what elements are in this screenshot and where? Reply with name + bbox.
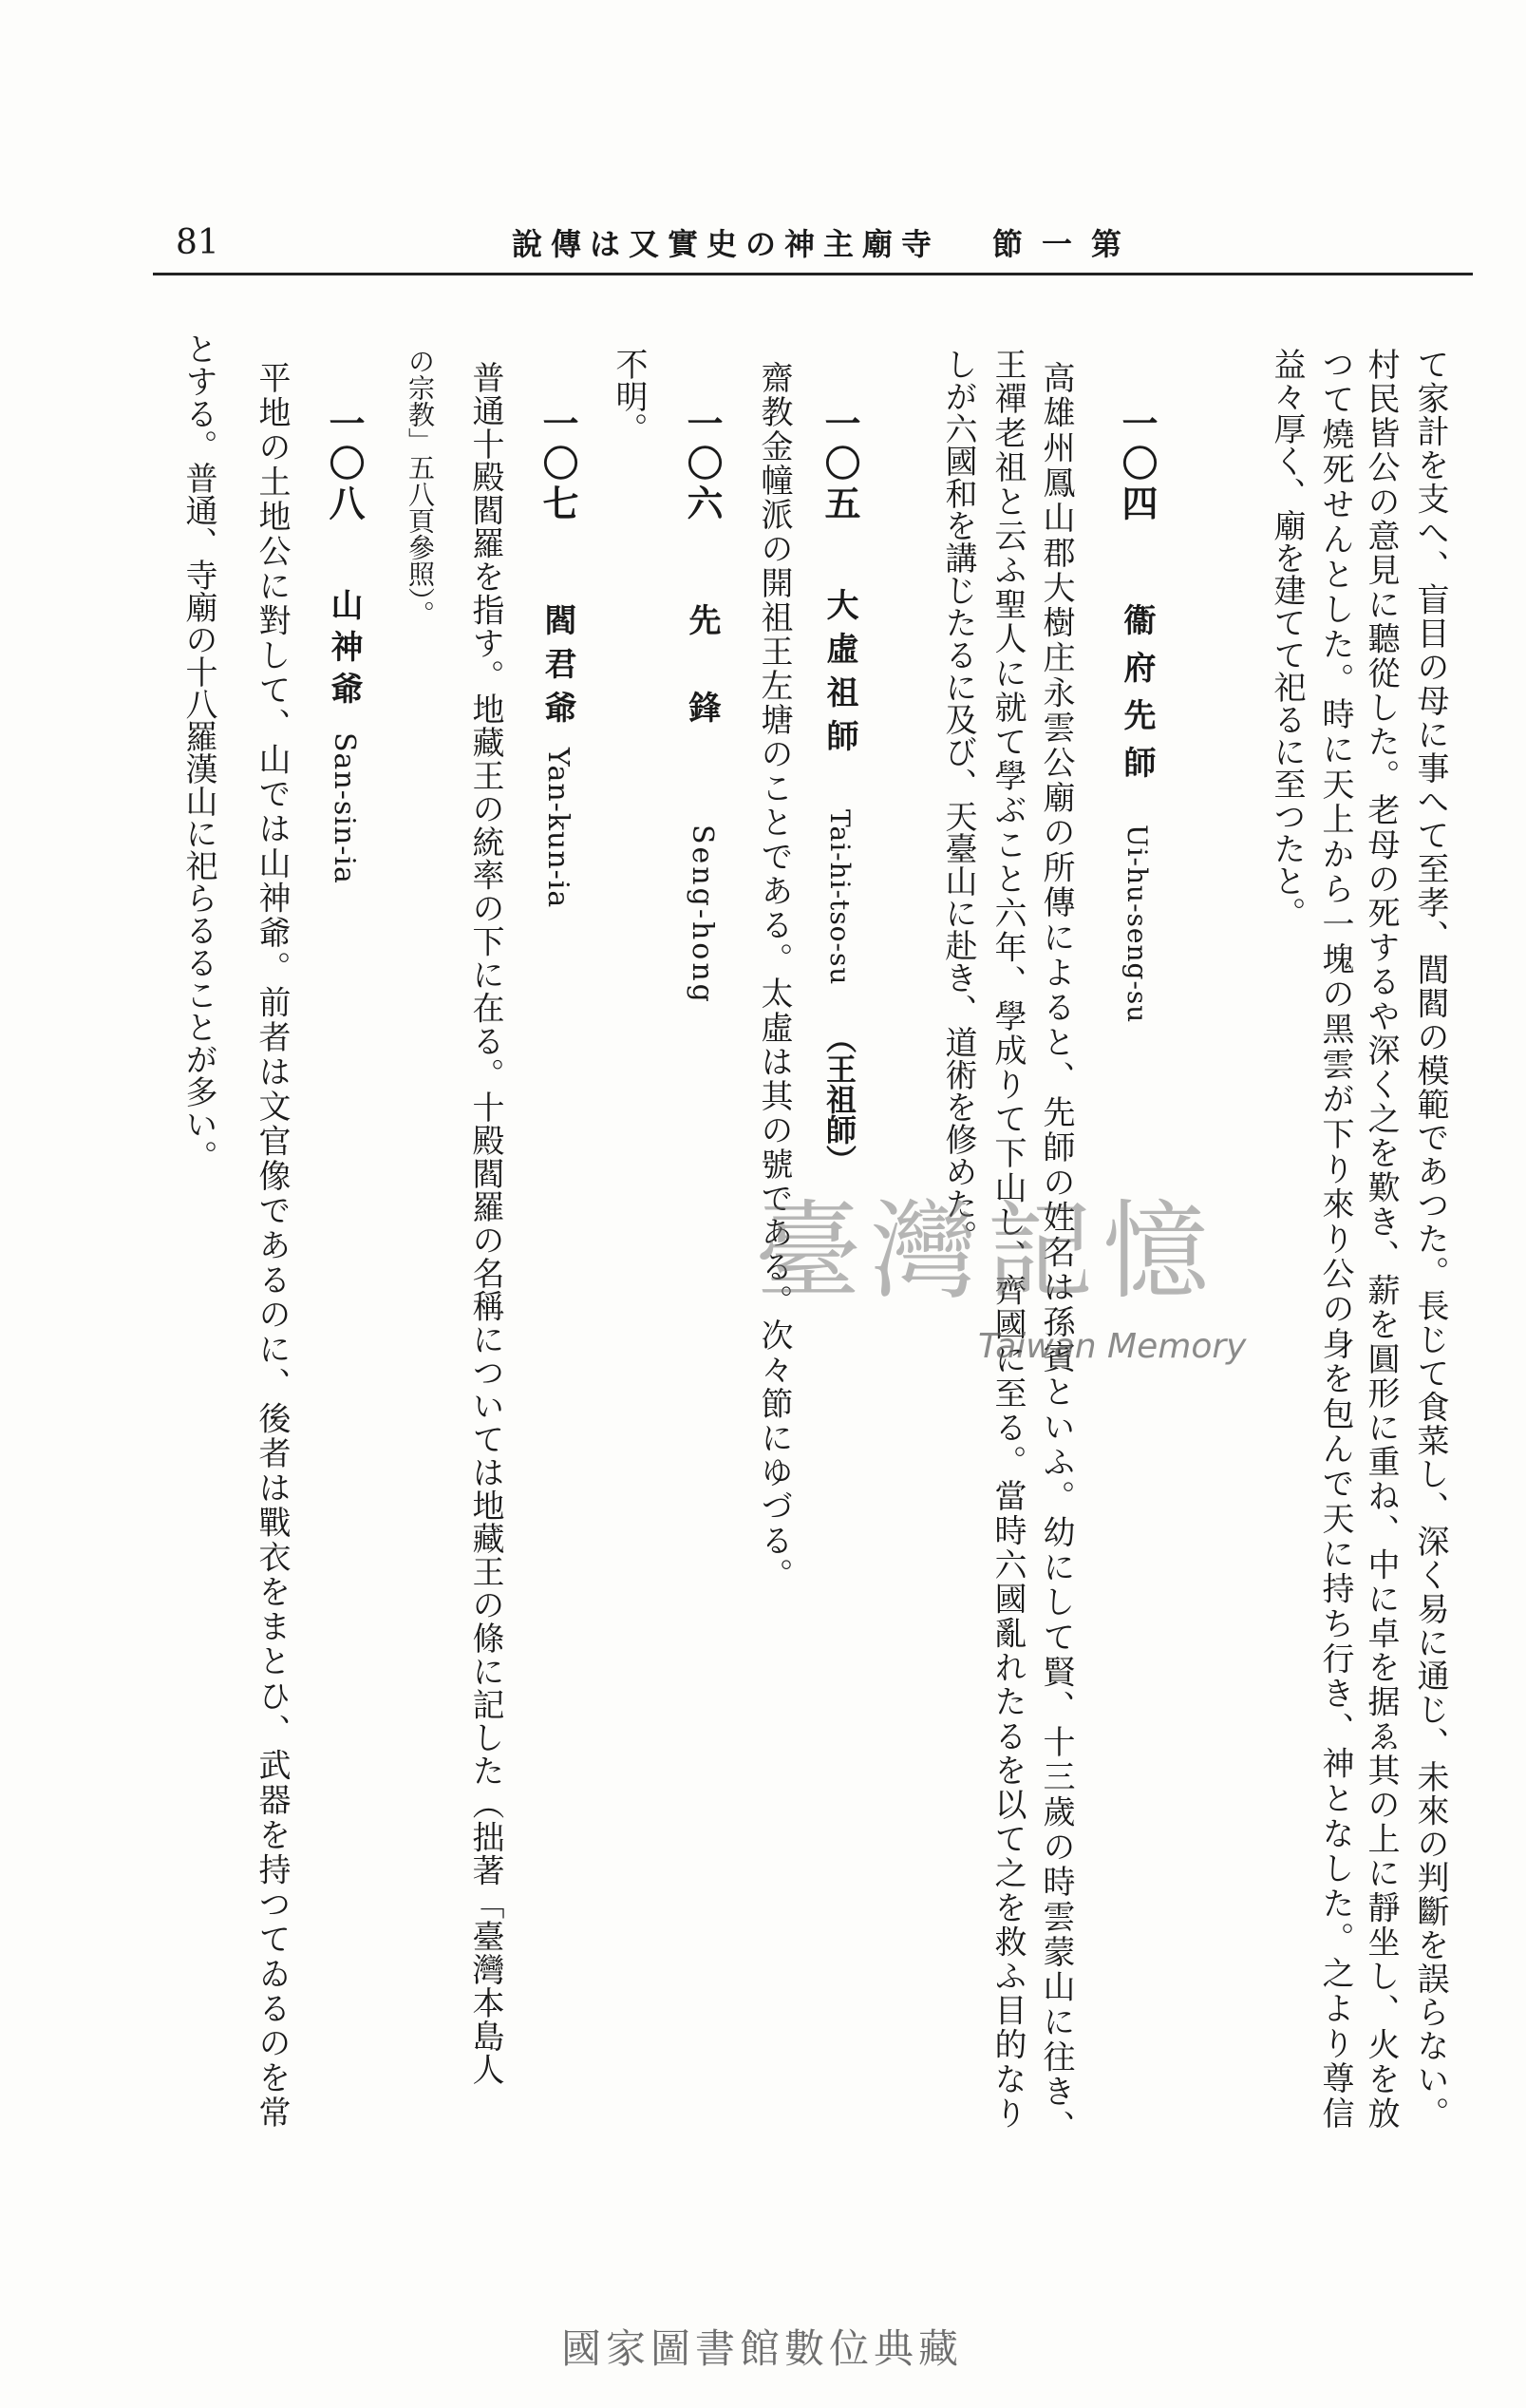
entry-104-line-2: 王禪老祖と云ふ聖人に就て學ぶこと六年、學成りて下山し、齊國に至る。當時六國亂れたるを以て之を救ふ目的なり [989,348,1027,2129]
entry-title: 閻君爺 [538,603,576,734]
entry-romanization: Seng-hong [686,825,719,1005]
entry-104-line-3: しが六國和を講じたるに及び、天臺山に赴き、道術を修めた。 [939,348,977,1252]
entry-romanization: Ui-hu-seng-su [1121,825,1153,1024]
entry-104-line-1: 高雄州鳳山郡大樹庄永雲公廟の所傳によると、先師の姓名は孫賓といふ。幼にして賢、十三歲の時雲蒙山に往き、 [1037,361,1075,2142]
entry-title: 大虛祖師 [820,588,858,763]
page-number: 81 [176,223,219,262]
entry-number: 一〇六 [681,405,724,524]
entry-number: 一〇七 [537,405,579,524]
entry-title: 先 鋒 [683,603,721,734]
footer-watermark: 國家圖書館數位典藏 [561,2325,964,2372]
entry-romanization: Tai-hi-tso-su [824,809,856,986]
entry-number: 一〇八 [323,405,366,524]
entry-romanization: San-sin-ia [328,732,361,884]
running-head-section: 節一第 [992,226,1141,262]
entry-romanization: Yan-kun-ia [541,748,575,909]
entry-title: 衞府先師 [1118,603,1156,793]
entry-number: 一〇四 [1116,405,1159,524]
continued-line-3: つて燒死せんとした。時に天上から一塊の黑雲が下り來り公の身を包んで天に持ち行き、神となした。之より尊信 [1316,348,1354,2129]
entry-107-line-1: 普通十殿閻羅を指す。地藏王の統率の下に在る。十殿閻羅の名稱については地藏王の條に記した（拙著「臺灣本島人 [466,361,504,2085]
entry-108-line-1: 平地の土地公に對して、山では山神爺。前者は文官像であるのに、後者は戰衣をまとひ、武器を持つてゐるのを常 [253,361,291,2129]
header-rule [153,273,1473,275]
entry-106-line-1: 不明。 [610,348,648,445]
continued-line-2: 村民皆公の意見に聽從した。老母の死するや深く之を歎き、薪を圓形に重ね、中に卓を据ゑ其の上に靜坐し、火を放 [1362,348,1400,2129]
continued-line-4: 益々厚く、廟を建てて祀るに至つたと。 [1268,348,1306,929]
entry-107-line-2: の宗教」五八頁參照）。 [405,348,436,627]
center-watermark-text: Taiwan Memory [978,1327,1247,1366]
entry-108-line-2: とする。普通、寺廟の十八羅漢山に祀らるることが多い。 [179,332,217,1172]
entry-alias: （王祖師） [821,1023,857,1175]
continued-line-1: て家計を支へ、盲目の母に事へて至孝、閭閻の模範であつた。長じて食菜し、深く易に通じ、未來の判斷を誤らない。 [1411,348,1449,2129]
entry-number: 一〇五 [819,405,861,524]
running-head-title: 說傳は又實史の神主廟寺 [512,226,941,262]
entry-105-line-1: 齋教金幢派の開祖王左塘のことである。太虛は其の號である。次々節にゆづる。 [755,361,793,1592]
entry-title: 山神爺 [325,588,363,713]
center-watermark-logo: 臺灣記憶 [755,1190,1218,1314]
